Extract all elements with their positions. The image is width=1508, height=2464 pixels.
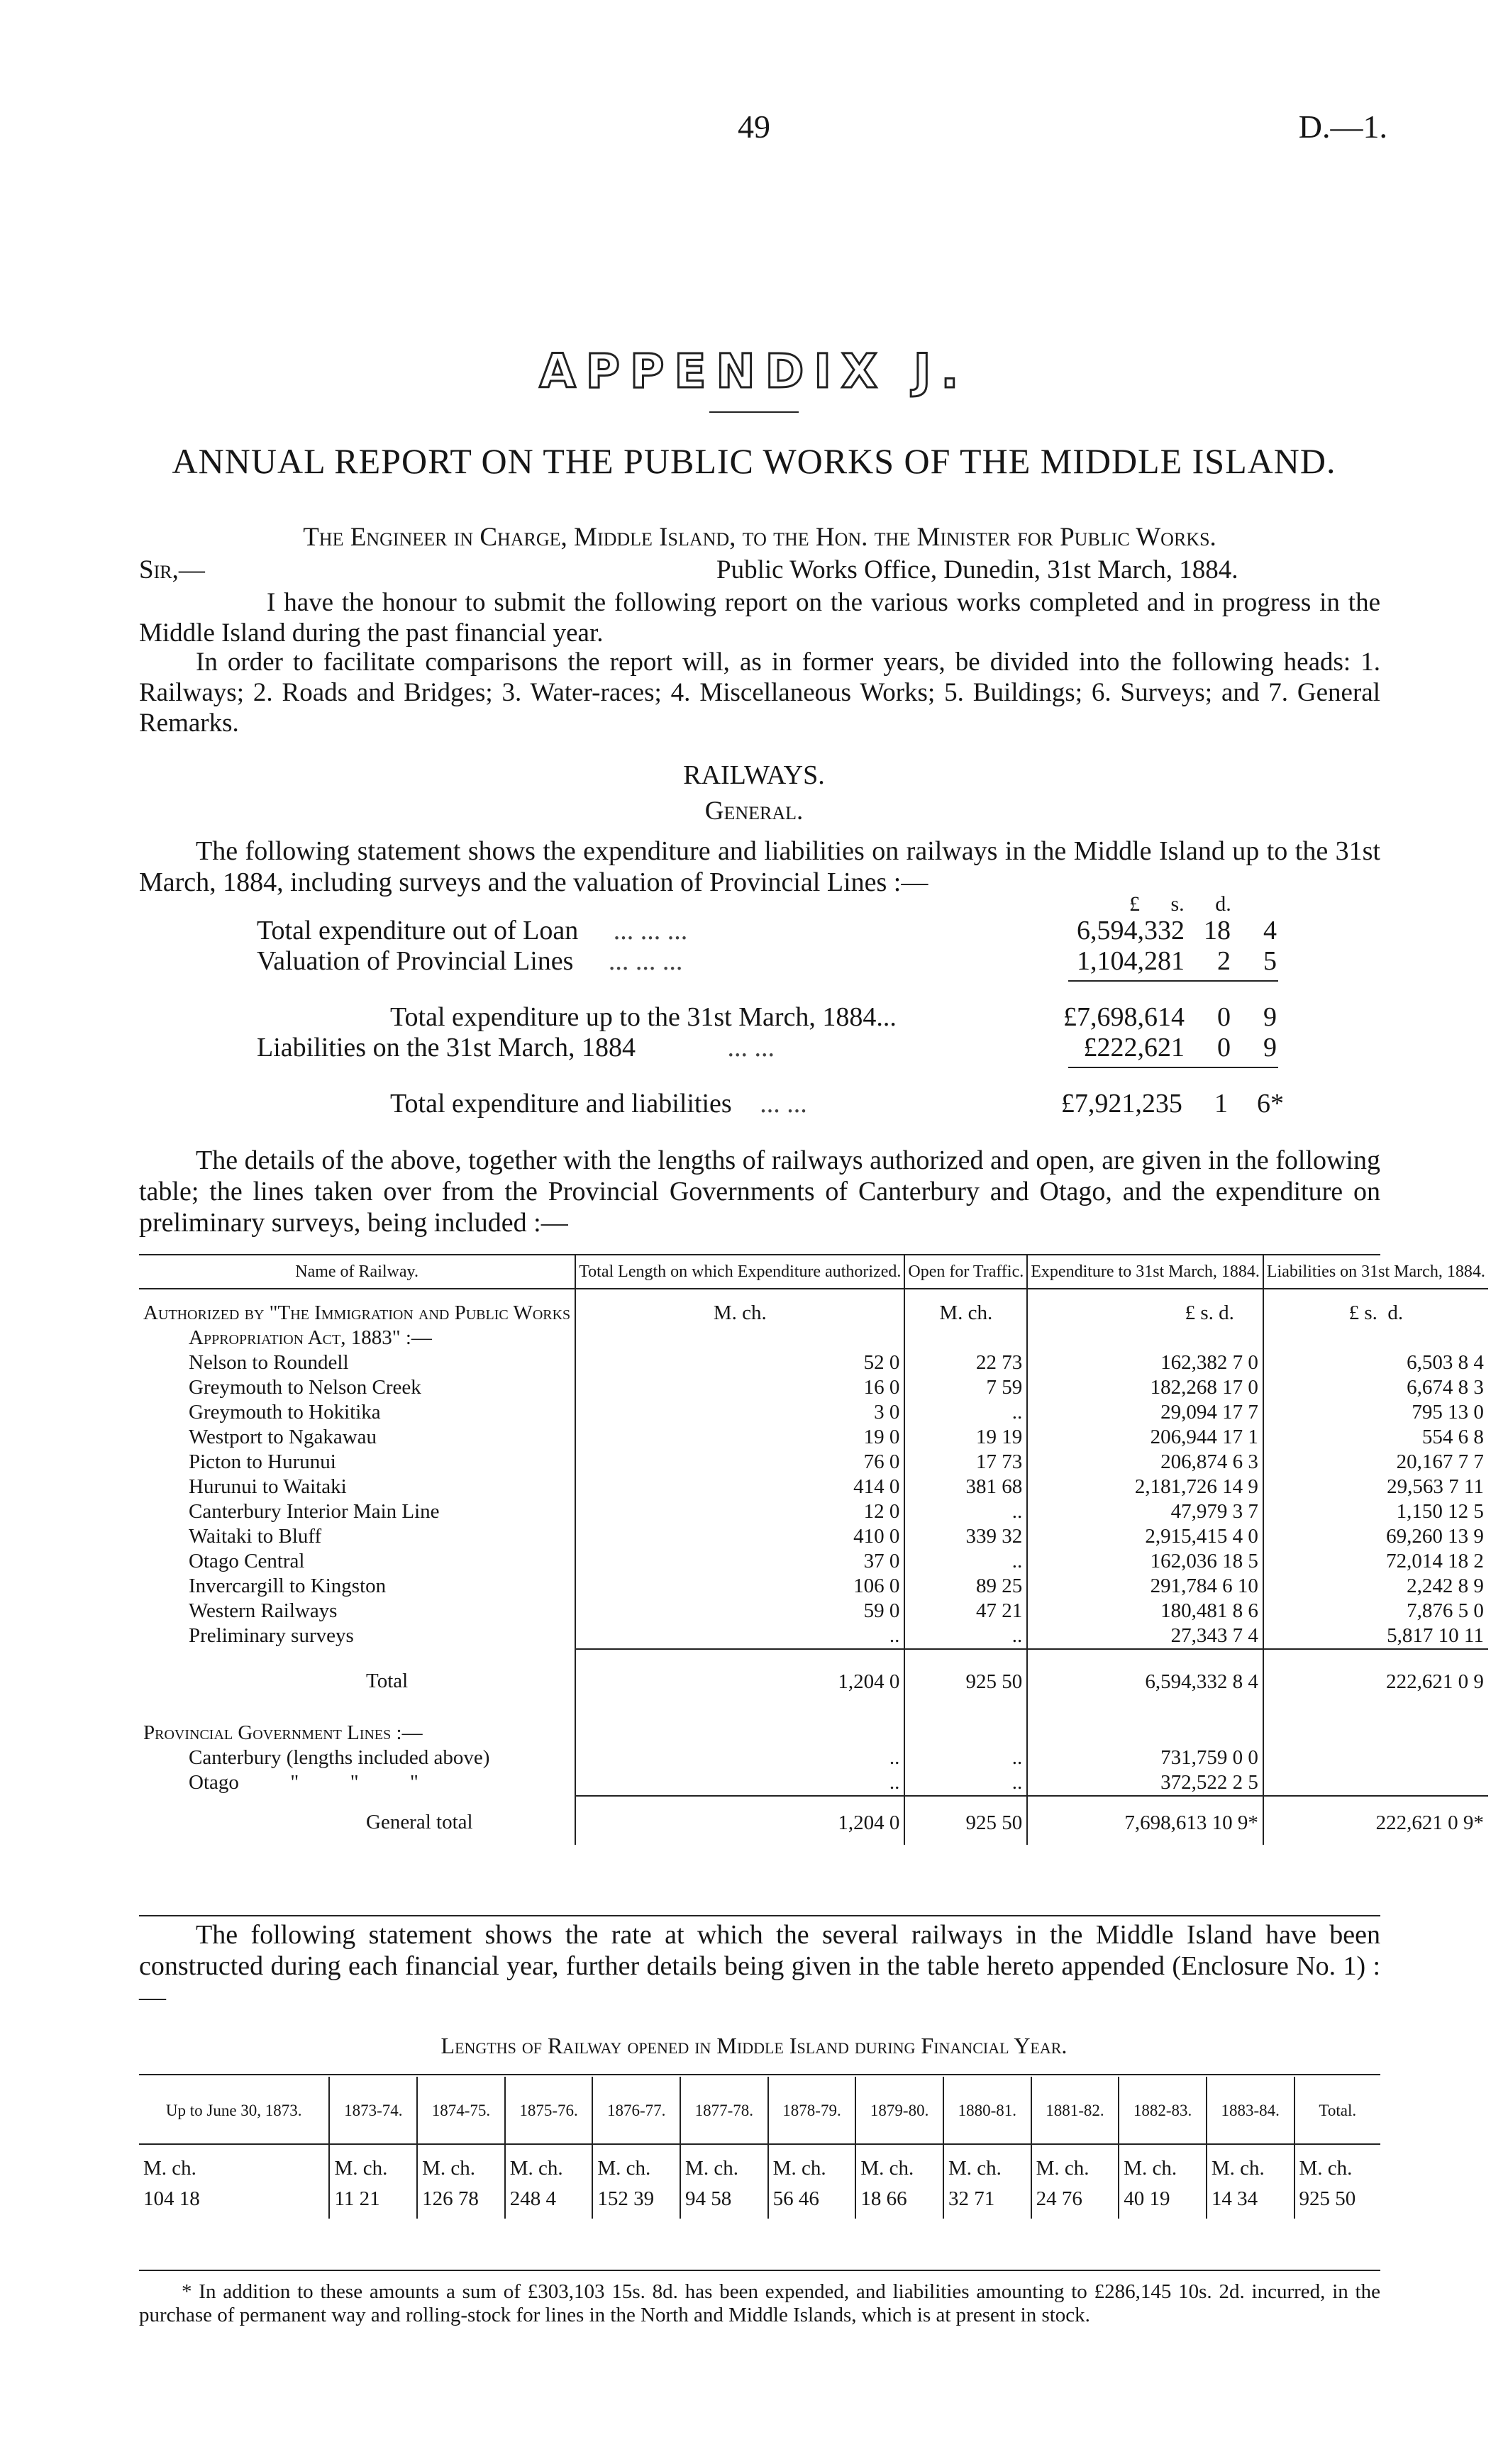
table-row: Waitaki to Bluff 410 0 339 32 2,915,415 4 0 69,260 13 9 — [139, 1524, 1488, 1549]
table-row: Greymouth to Nelson Creek 16 0 7 59 182,268 17 0 6,674 8 3 — [139, 1375, 1488, 1400]
summary-row-total-expenditure: Total expenditure up to the 31st March, 1884... — [390, 1002, 897, 1032]
col-1873-74: 1873-74. — [329, 2077, 417, 2144]
report-title — [0, 441, 1508, 481]
col-1882-83: 1882-83. — [1119, 2077, 1207, 2144]
title-rule — [709, 411, 799, 413]
summary-row-grand-total: Total expenditure and liabilities ... ... — [390, 1089, 807, 1119]
summary-row-loan: Total expenditure out of Loan ... ... ... — [257, 916, 688, 945]
col-total: Total. — [1294, 2077, 1380, 2144]
col-1883-84: 1883-84. — [1207, 2077, 1294, 2144]
table-row: Western Railways 59 0 47 21 180,481 8 6 7,876 5 0 — [139, 1599, 1488, 1624]
col-expenditure: Expenditure to 31st March, 1884. — [1027, 1255, 1263, 1289]
lengths-table-bottom-rule — [139, 2270, 1380, 2271]
col-1879-80: 1879-80. — [855, 2077, 943, 2144]
table-row: Nelson to Roundell 52 0 22 73 162,382 7 0 6,503 8 4 — [139, 1350, 1488, 1375]
railways-intro: The following statement shows the expenditure and liabilities on railways in the Middle Island up to the 31st March, 1884, including surveys and the valuation of Provincial Lines :— — [139, 836, 1380, 897]
col-1880-81: 1880-81. — [943, 2077, 1031, 2144]
report-title-text: ANNUAL REPORT ON THE PUBLIC WORKS OF THE MIDDLE ISLAND. — [172, 441, 1336, 481]
summary-row-liabilities: Liabilities on the 31st March, 1884 ... ... — [257, 1033, 775, 1062]
letter-para-1: I have the honour to submit the following report on the various works completed and in progress in the Middle Island during the past financial year. — [139, 588, 1380, 648]
col-liabilities: Liabilities on 31st March, 1884. — [1263, 1255, 1488, 1289]
table-row: Greymouth to Hokitika 3 0 .. 29,094 17 7 795 13 0 — [139, 1400, 1488, 1425]
summary-values: 6,594,332 18 4 1,104,281 2 5 £7,698,614 0 9 £222,621 0 9 £7,921,235 1 6* — [1060, 916, 1284, 1119]
total-row: Total 1,204 0 925 50 6,594,332 8 4 222,621 0 9 — [139, 1649, 1488, 1714]
col-name-of-railway: Name of Railway. — [139, 1255, 575, 1289]
col-1877-78: 1877-78. — [680, 2077, 768, 2144]
table-row: Otago Central 37 0 .. 162,036 18 5 72,014 18 2 — [139, 1549, 1488, 1574]
section-provincial-title: Provincial Government Lines :— — [139, 1714, 1488, 1746]
letter-addressed: The Engineer in Charge, Middle Island, to the Hon. the Minister for Public Works. — [303, 523, 1216, 552]
salutation: Sir,— — [139, 555, 205, 584]
general-subheading: General. — [704, 797, 804, 826]
lengths-values-row: 104 18 11 21 126 78 248 4 152 39 94 58 56 46 18 66 32 71 24 76 40 19 14 34 925 50 — [139, 2188, 1380, 2219]
lengths-table-top-rule — [139, 2074, 1380, 2075]
page-number: 49 — [738, 109, 770, 145]
document-reference: D.—1. — [1298, 109, 1387, 145]
col-total-length: Total Length on which Expenditure authorized. — [575, 1255, 904, 1289]
appendix-title: APPENDIX J. — [539, 344, 969, 399]
table-row: Otago " " " .. .. 372,522 2 5 — [139, 1770, 1488, 1796]
lengths-units-row: M. ch. M. ch. M. ch. M. ch. M. ch. M. ch. M. ch. M. ch. M. ch. M. ch. M. ch. M. ch. M. ch. — [139, 2144, 1380, 2188]
table-row: Picton to Hurunui 76 0 17 73 206,874 6 3 20,167 7 7 — [139, 1450, 1488, 1475]
section-authorized-title: Authorized by "The Immigration and Public Works M. ch. M. ch. £ s. d. £ s. d. — [139, 1289, 1488, 1326]
table-row: Westport to Ngakawau 19 0 19 19 206,944 17 1 554 6 8 — [139, 1425, 1488, 1450]
col-open-for-traffic: Open for Traffic. — [904, 1255, 1027, 1289]
currency-header: £ s. d. — [1129, 892, 1231, 916]
lengths-table-title: Lengths of Railway opened in Middle Island during Financial Year. — [440, 2033, 1068, 2058]
lengths-table — [139, 2077, 1380, 2219]
col-1876-77: 1876-77. — [592, 2077, 680, 2144]
col-1881-82: 1881-82. — [1031, 2077, 1119, 2144]
general-total-row: General total 1,204 0 925 50 7,698,613 10 9* 222,621 0 9* — [139, 1796, 1488, 1845]
table-row: Canterbury (lengths included above) .. .. 731,759 0 0 — [139, 1746, 1488, 1770]
table-row: Preliminary surveys .. .. 27,343 7 4 5,817 10 11 — [139, 1624, 1488, 1649]
section-authorized-title-2: Appropriation Act, 1883" :— — [139, 1326, 1488, 1350]
col-1878-79: 1878-79. — [768, 2077, 856, 2144]
details-para: The details of the above, together with the lengths of railways authorized and open, are given in the following table; the lines taken over from the Provincial Governments of Canterbury and Otago, and the expenditure on preliminary surveys, being included :— — [139, 1145, 1380, 1238]
railways-heading: RAILWAYS. — [683, 760, 825, 790]
table-row: Invercargill to Kingston 106 0 89 25 291,784 6 10 2,242 8 9 — [139, 1574, 1488, 1599]
letter-para-2: In order to facilitate comparisons the report will, as in former years, be divided into the following heads: 1. Railways; 2. Roads and Bridges; 3. Water-races; 4. Miscellaneous Works; 5. Buildings; 6. Surveys; and 7. General Remarks. — [139, 648, 1380, 738]
footnote: * In addition to these amounts a sum of £303,103 15s. 8d. has been expended, and liabilities amounting to £286,145 10s. 2d. incurred, in the purchase of permanent way and rolling-stock for lines in the North and Middle Islands, which is at present in stock. — [139, 2280, 1380, 2326]
col-1874-75: 1874-75. — [417, 2077, 505, 2144]
main-table-bottom-rule — [139, 1915, 1380, 1916]
table-row: Hurunui to Waitaki 414 0 381 68 2,181,726 14 9 29,563 7 11 — [139, 1475, 1488, 1499]
summary-row-provincial: Valuation of Provincial Lines ... ... ... — [257, 946, 683, 976]
railway-expenditure-table — [139, 1255, 1488, 1845]
office-date: Public Works Office, Dunedin, 31st March, 1884. — [716, 555, 1238, 584]
table-row: Canterbury Interior Main Line 12 0 .. 47,979 3 7 1,150 12 5 — [139, 1499, 1488, 1524]
rate-para: The following statement shows the rate at which the several railways in the Middle Island have been constructed during each financial year, further details being given in the table hereto appended (Enclosure No. 1) :— — [139, 1920, 1380, 2012]
col-up-to-1873: Up to June 30, 1873. — [139, 2077, 329, 2144]
col-1875-76: 1875-76. — [505, 2077, 593, 2144]
